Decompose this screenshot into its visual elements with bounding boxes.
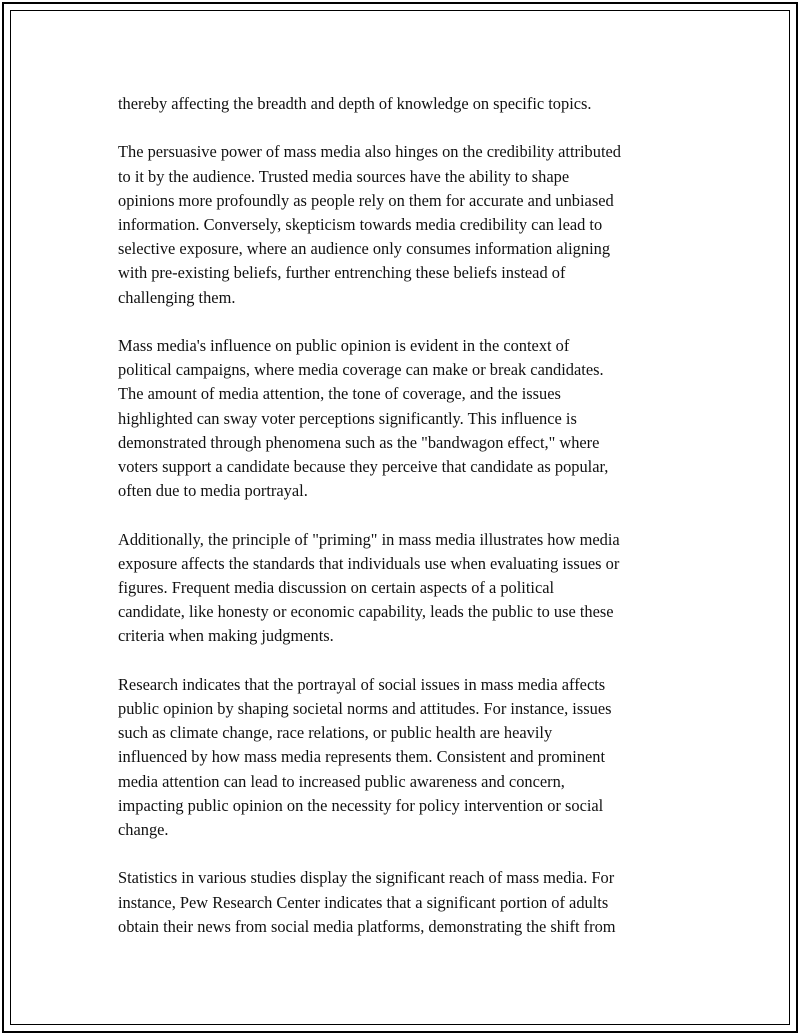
text-line: opinions more profoundly as people rely on them for accurate and unbiased (118, 190, 614, 210)
text-line: obtain their news from social media platforms, demonstrating the shift from (118, 916, 616, 936)
text-line: Research indicates that the portrayal of social issues in mass media affects (118, 674, 606, 694)
paragraph-1 (118, 92, 688, 116)
text-line: thereby affecting the breadth and depth of knowledge on specific topics. (118, 94, 592, 113)
text-line: impacting public opinion on the necessity for policy intervention or social (118, 795, 604, 815)
paragraph-4 (118, 528, 688, 649)
text-line: The persuasive power of mass media also hinges on the credibility attributed (118, 142, 621, 162)
text-line: selective exposure, where an audience only consumes information aligning (118, 239, 611, 259)
text-line: change. (118, 820, 169, 840)
text-line: candidate, like honesty or economic capability, leads the public to use these (118, 602, 614, 622)
text-line: to it by the audience. Trusted media sources have the ability to shape (118, 166, 570, 186)
text-line: information. Conversely, skepticism towards media credibility can lead to (118, 215, 603, 234)
text-line: political campaigns, where media coverage can make or break candidates. (118, 360, 604, 380)
text-line: challenging them. (118, 287, 236, 307)
text-line: figures. Frequent media discussion on certain aspects of a political (118, 578, 555, 598)
text-line: with pre-existing beliefs, further entrenching these beliefs instead of (118, 263, 566, 283)
text-line: influenced by how mass media represents them. Consistent and prominent (118, 747, 606, 767)
document-body (118, 92, 688, 963)
text-line: highlighted can sway voter perceptions significantly. This influence is (118, 408, 577, 428)
text-line: exposure affects the standards that individuals use when evaluating issues or (118, 553, 620, 573)
text-line: such as climate change, race relations, or public health are heavily (118, 723, 553, 743)
paragraph-2 (118, 140, 688, 309)
text-line: criteria when making judgments. (118, 626, 334, 646)
text-line: public opinion by shaping societal norms and attitudes. For instance, issues (118, 699, 612, 719)
text-line: The amount of media attention, the tone of coverage, and the issues (118, 384, 561, 404)
text-line: Additionally, the principle of "priming" in mass media illustrates how media (118, 529, 620, 549)
paragraph-5 (118, 673, 688, 842)
text-line: media attention can lead to increased public awareness and concern, (118, 771, 565, 791)
text-line: Mass media's influence on public opinion is evident in the context of (118, 336, 570, 355)
paragraph-3 (118, 334, 688, 503)
text-line: instance, Pew Research Center indicates that a significant portion of adults (118, 892, 609, 912)
text-line: Statistics in various studies display the significant reach of mass media. For (118, 868, 615, 888)
text-line: demonstrated through phenomena such as the "bandwagon effect," where (118, 432, 600, 452)
text-line: often due to media portrayal. (118, 481, 308, 501)
paragraph-6 (118, 866, 688, 939)
text-line: voters support a candidate because they perceive that candidate as popular, (118, 457, 609, 477)
